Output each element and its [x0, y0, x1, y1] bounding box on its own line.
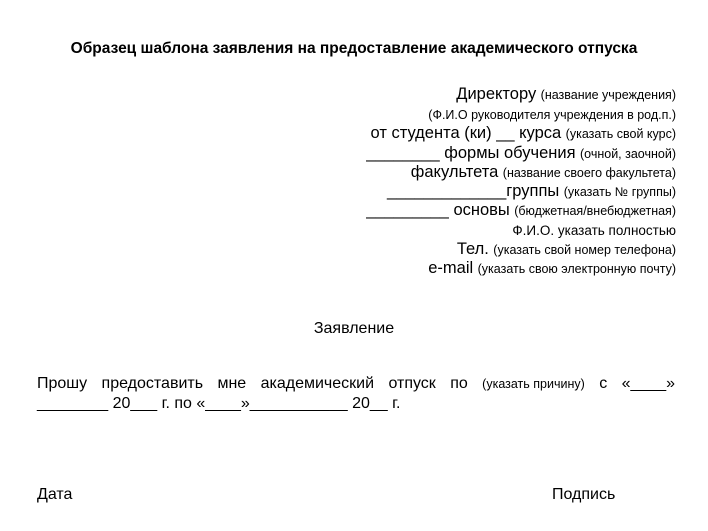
funding-basis-line — [366, 201, 676, 220]
funding-basis-hint: (бюджетная/внебюджетная) — [514, 204, 676, 219]
funding-basis-label: _________ основы — [366, 201, 510, 220]
statement-word: академический — [260, 375, 375, 392]
signature-label: Подпись — [552, 486, 616, 503]
addressee-block — [366, 84, 676, 279]
statement-word: с — [599, 375, 608, 392]
student-course-hint: (указать свой курс) — [565, 127, 676, 142]
study-form-line — [366, 144, 676, 163]
statement-heading: Заявление — [313, 320, 395, 337]
statement-line-1 — [37, 374, 675, 394]
phone-hint: (указать свой номер телефона) — [493, 243, 676, 258]
student-course-label: от студента (ки) __ курса — [370, 124, 562, 143]
study-form-label: ________ формы обучения — [366, 143, 576, 162]
group-line — [366, 182, 676, 201]
email-label: e-mail — [428, 259, 474, 278]
email-hint: (указать свою электронную почту) — [477, 262, 676, 277]
full-name-line — [366, 221, 676, 240]
statement-word: по — [450, 375, 468, 392]
head-name-hint: (Ф.И.О руководителя учреждения в род.п.) — [428, 108, 676, 122]
group-hint: (указать № группы) — [563, 185, 676, 200]
start-day-blank: «____» — [621, 375, 675, 392]
document-title: Образец шаблона заявления на предоставление академического отпуска — [70, 40, 638, 57]
faculty-label: факультета — [410, 162, 499, 181]
faculty-hint: (название своего факультета) — [502, 165, 676, 180]
statement-word: Прошу — [37, 375, 88, 392]
date-label: Дата — [37, 486, 73, 503]
head-name-line — [366, 105, 676, 124]
reason-hint: (указать причину) — [482, 377, 585, 391]
statement-word: предоставить — [101, 375, 204, 392]
full-name-text: Ф.И.О. указать полностью — [512, 222, 676, 238]
email-line — [366, 259, 676, 278]
statement-word: отпуск — [388, 375, 436, 392]
student-course-line — [366, 124, 676, 143]
director-label: Директору — [456, 85, 537, 103]
group-label: _____________группы — [386, 182, 560, 201]
phone-line — [366, 240, 676, 259]
director-hint: (название учреждения) — [540, 88, 676, 102]
statement-body — [37, 374, 675, 414]
statement-line-2: ________ 20___ г. по «____»___________ 20__ г. — [37, 395, 401, 412]
study-form-hint: (очной, заочной) — [579, 146, 676, 161]
faculty-line — [366, 163, 676, 182]
statement-word: мне — [217, 375, 247, 392]
director-line — [366, 84, 676, 105]
phone-label: Тел. — [456, 240, 489, 259]
